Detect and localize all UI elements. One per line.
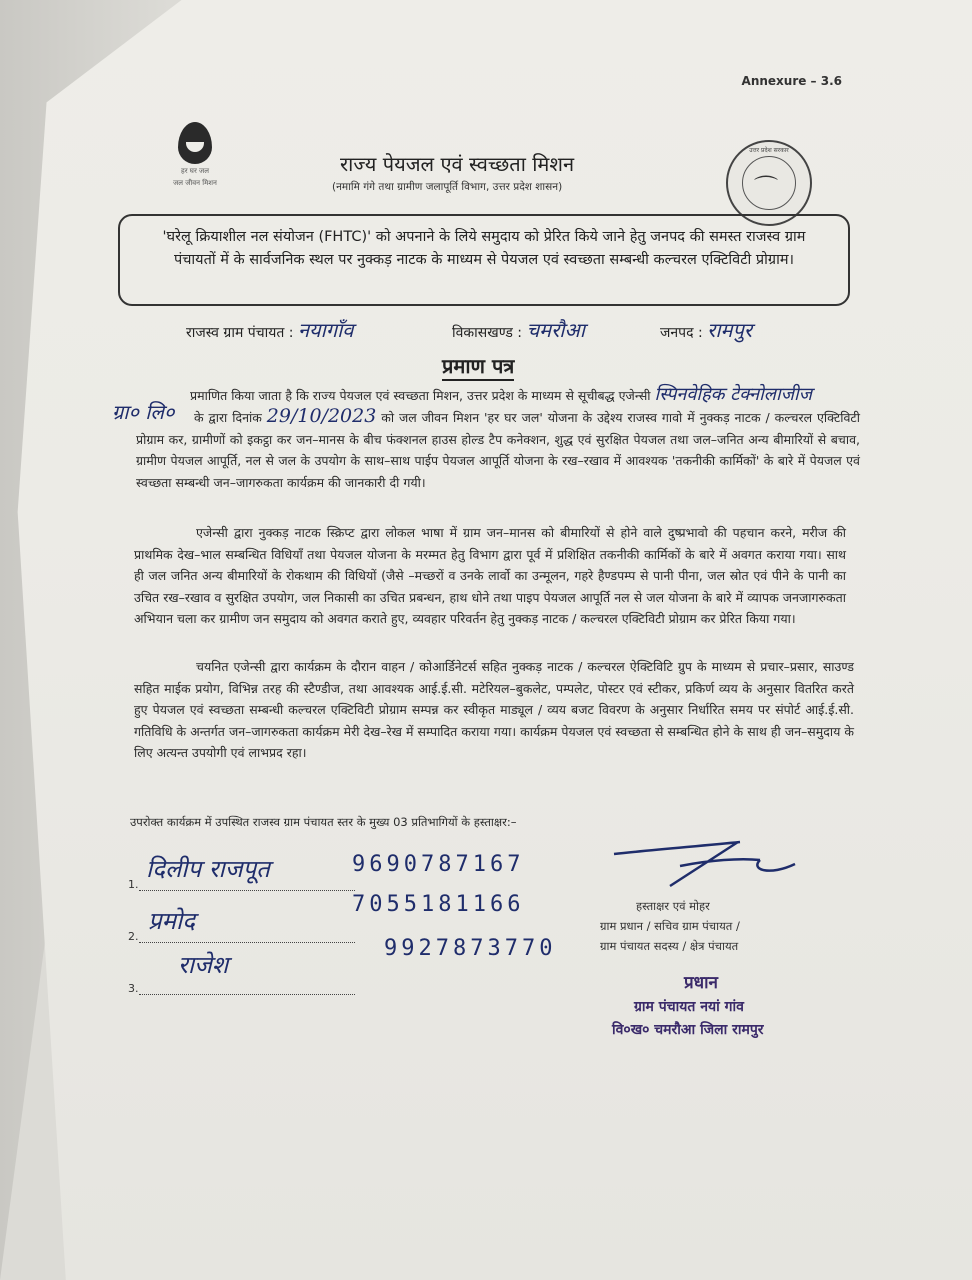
para1-text-b: के द्वारा दिनांक [194, 410, 262, 425]
para1-text-a: प्रमाणित किया जाता है कि राज्य पेयजल एवं स्वच्छता मिशन, उत्तर प्रदेश के माध्यम से सूचीबद्ध एजेन्सी [190, 388, 651, 403]
logo-caption-2: जल जीवन मिशन [173, 179, 217, 187]
annexure-label: Annexure – 3.6 [741, 74, 842, 88]
row-number: 2. [128, 930, 139, 943]
district-field [660, 316, 752, 343]
sign-label-line-2: ग्राम प्रधान / सचिव ग्राम पंचायत / [600, 919, 740, 933]
program-description-box: 'घरेलू क्रियाशील नल संयोजन (FHTC)' को अपनाने के लिये समुदाय को प्रेरित किये जाने हेतु जनपद की समस्त राजस्व ग्राम पंचायतों में के सार्वजनिक स्थल पर नुक्कड़ नाटक के माध्यम से पेयजल एवं स्वच्छता सम्बन्धी कल्चरल एक्टिविटी प्रोग्राम। [118, 214, 850, 306]
paragraph-2: एजेन्सी द्वारा नुक्कड़ नाटक स्क्रिप्ट द्वारा लोकल भाषा में ग्राम जन–मानस को बीमारियों से होने वाले दुष्प्रभावो की पहचान करने, मरीज की प्राथमिक देख–भाल सम्बन्धित विधियाँ तथा पेयजल योजना के मरम्मत हेतु विभाग द्वारा पूर्व में प्रशिक्षित तकनीकी कार्मिकों के बारे में अवगत कराया गया। साथ ही जल जनित अन्य बीमारियों के रोकथाम की विधियों (जैसे –मच्छरों व उनके लार्वो का उन्मूलन, गहरे हैण्डपम्प से पानी पीना, जल स्रोत एवं पीने के पानी का उचित रख–रखाव व सुरक्षित उपयोग, जल निकासी का उचित प्रबन्धन, हाथ धोने तथा पाइप पेयजल आपूर्ति नल से जल योजना के बारे में व्यापक जनजागरुकता अभियान चला कर ग्रामीण जन समुदाय को अवगत कराते हुए, व्यवहार परिवर्तन हेतु नुक्कड़ नाटक / कल्चरल एक्टिविटी प्रोग्राम कर प्रेरित किया गया। [134, 525, 846, 626]
block-label: विकासखण्ड : [452, 325, 523, 341]
district-label: जनपद : [660, 325, 703, 341]
row-number: 1. [128, 878, 139, 891]
fish-bow-icon: ⌒ [754, 174, 778, 202]
agency-name: स्पिनवेहिक टेक्नोलाजीज [654, 384, 813, 405]
sign-label-line-3: ग्राम पंचायत सदस्य / क्षेत्र पंचायत [600, 939, 739, 953]
logo-caption-1: हर घर जल [181, 167, 209, 175]
block-field [452, 316, 585, 343]
stamp-line-2: ग्राम पंचायत नयां गांव [634, 999, 744, 1015]
program-date: 29/10/2023 [266, 405, 377, 427]
paragraph-1 [190, 384, 860, 407]
panchayat-label: राजस्व ग्राम पंचायत : [186, 325, 294, 341]
emblem-text: उत्तर प्रदेश सरकार [749, 147, 789, 154]
participant-phone: 9690787167 [352, 852, 525, 877]
participant-name: प्रमोद [148, 907, 195, 935]
page-subtitle: (नमामि गंगे तथा ग्रामीण जलापूर्ति विभाग, उत्तर प्रदेश शासन) [332, 181, 563, 193]
signature-line [139, 985, 355, 995]
water-drop-icon [178, 122, 212, 164]
participant-phone: 9927873770 [384, 936, 557, 961]
participant-name: राजेश [178, 951, 229, 979]
participant-name: दिलीप राजपूत [146, 855, 270, 883]
stamp-line-3: वि०ख० चमरौआ जिला रामपुर [612, 1022, 764, 1038]
para1-text-c: को जल जीवन मिशन 'हर घर जल' योजना के उद्देश्य राजस्व गावो में नुक्कड़ नाटक / कल्चरल एक्टिविटी प्रोग्राम कर, ग्रामीणों को इकट्ठा कर जन–मानस के बीच फंक्शनल हाउस होल्ड टैप कनेक्शन, शुद्ध एवं सुरक्षित पेयजल तथा जल–जनित अन्य बीमारियों से बचाव, ग्रामीण पेयजल आपूर्ति, नल से जल के उपयोग के साथ–साथ पाईप पेयजल आपूर्ति योजना के रख–रखाव में आवश्यक 'तकनीकी कार्मिकों' के बारे में पेयजल एवं स्वच्छता सम्बन्धी जन–जागरुकता कार्यक्रम की जानकारी दी गयी। [136, 410, 860, 490]
participant-row-3 [128, 982, 355, 995]
row-number: 3. [128, 982, 139, 995]
certificate-title: प्रमाण पत्र [442, 352, 514, 381]
district-value: रामपुर [707, 318, 753, 342]
sign-and-seal-label [600, 896, 740, 956]
margin-note: ग्रा० लि० [112, 400, 175, 424]
participant-phone: 7055181166 [352, 892, 525, 917]
panchayat-field [186, 316, 353, 343]
block-value: चमरौआ [526, 318, 585, 342]
jal-jeevan-logo [160, 122, 230, 188]
sign-label-line-1: हस्ताक्षर एवं मोहर [636, 899, 710, 913]
official-signature [610, 836, 800, 896]
paragraph-1-body [136, 406, 860, 493]
participants-intro: उपरोक्त कार्यक्रम में उपस्थित राजस्व ग्राम पंचायत स्तर के मुख्य 03 प्रतिभागियों के हस्ताक्षर:– [130, 815, 517, 829]
pradhan-stamp [612, 970, 764, 1039]
paragraph-3: चयनित एजेन्सी द्वारा कार्यक्रम के दौरान वाहन / कोआर्डिनेटर्स सहित नुक्कड़ नाटक / कल्चरल ऐक्टिविटि ग्रुप के माध्यम से प्रचार–प्रसार, साउण्ड सहित माईक प्रयोग, विभिन्न तरह की स्टैण्डीज, तथा आवश्यक आई.ई.सी. मटेरियल–बुकलेट, पम्पलेट, पोस्टर एवं स्टीकर, प्रकिर्ण व्यय के अनुसार वितरित करते हुए पेयजल एवं स्वच्छता सम्बन्धी कल्चरल एक्टिविटी प्रोग्राम सम्पन्न कर स्वीकृत माड्यूल / व्यय बजट विवरण के अनुसार निर्धारित समय पर संपोर्ट आई.ई.सी. गतिविधि के अन्तर्गत जन–जागरुकता कार्यक्रम मेरी देख–रेख में सम्पादित कराया गया। कार्यक्रम पेयजल एवं स्वच्छता से सम्बन्धित होने के साथ ही जन–समुदाय के लिए अत्यन्त उपयोगी एवं लाभप्रद रहा। [134, 659, 854, 760]
stamp-line-1: प्रधान [684, 973, 718, 993]
page-title: राज्य पेयजल एवं स्वच्छता मिशन [340, 152, 575, 176]
panchayat-value: नयागाँव [297, 318, 354, 342]
